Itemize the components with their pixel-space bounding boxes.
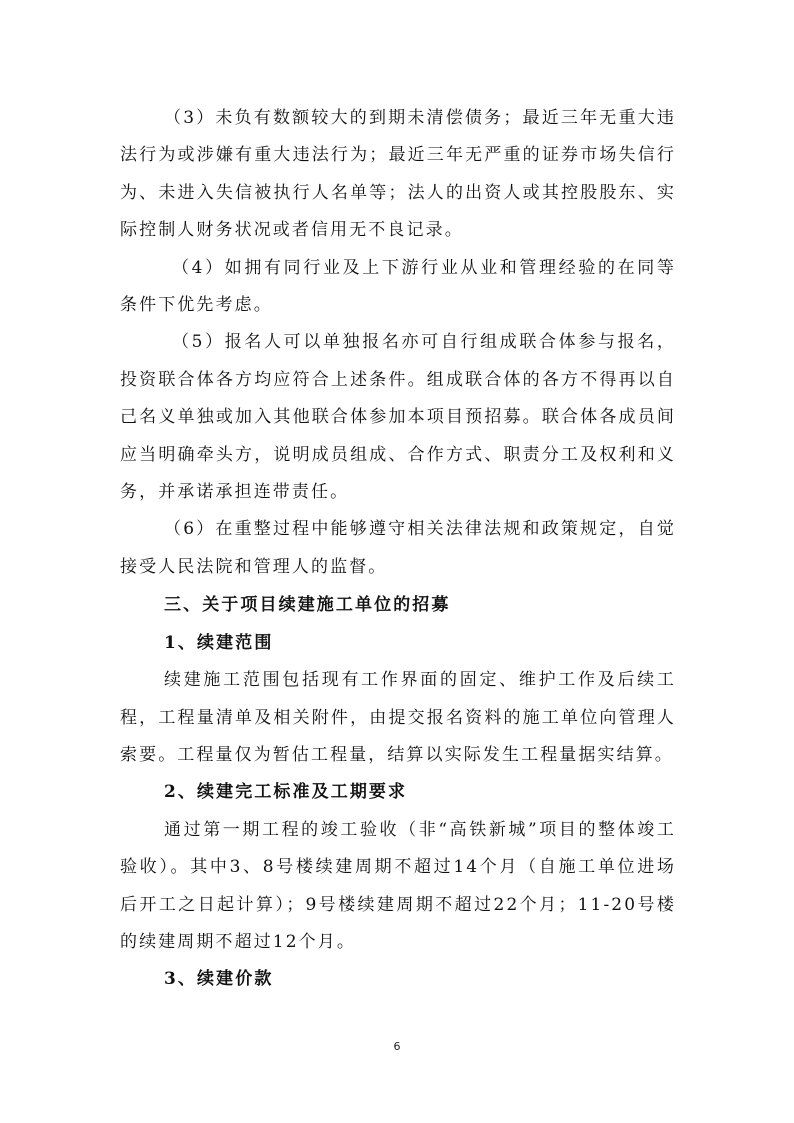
paragraph-condition-3: （3）未负有数额较大的到期未清偿债务；最近三年无重大违法行为或涉嫌有重大违法行为；最近三年无严重的证券市场失信行为、未进入失信被执行人名单等；法人的出资人或其控股股东、实际控制人财务状况或者信用无不良记录。	[120, 108, 676, 241]
section-heading-3: 三、关于项目续建施工单位的招募	[164, 595, 451, 616]
paragraph-condition-5: （5）报名人可以单独报名亦可自行组成联合体参与报名，投资联合体各方均应符合上述条件。组成联合体的各方不得再以自己名义单独或加入其他联合体参加本项目预招募。联合体各成员间应当明确牵头方，说明成员组成、合作方式、职责分工及权利和义务，并承诺承担连带责任。	[120, 332, 676, 503]
paragraph-completion-standard: 通过第一期工程的竣工验收（非“高铁新城”项目的整体竣工验收）。其中3、8号楼续建周期不超过14个月（自施工单位进场后开工之日起计算）；9号楼续建周期不超过22个月；11-20号楼的续建周期不超过12个月。	[120, 819, 676, 952]
document-body	[120, 100, 676, 999]
paragraph-condition-6: （6）在重整过程中能够遵守相关法律法规和政策规定，自觉接受人民法院和管理人的监督。	[120, 519, 676, 577]
page-number: 6	[393, 1040, 401, 1053]
paragraph-construction-scope: 续建施工范围包括现有工作界面的固定、维护工作及后续工程，工程量清单及相关附件，由提交报名资料的施工单位向管理人索要。工程量仅为暂估工程量，结算以实际发生工程量据实结算。	[120, 670, 676, 765]
paragraph-condition-4: （4）如拥有同行业及上下游行业从业和管理经验的在同等条件下优先考虑。	[120, 257, 676, 316]
subheading-construction-scope: 1、续建范围	[164, 632, 274, 653]
subheading-completion-standard: 2、续建完工标准及工期要求	[164, 782, 408, 803]
subheading-construction-price: 3、续建价款	[164, 969, 274, 990]
